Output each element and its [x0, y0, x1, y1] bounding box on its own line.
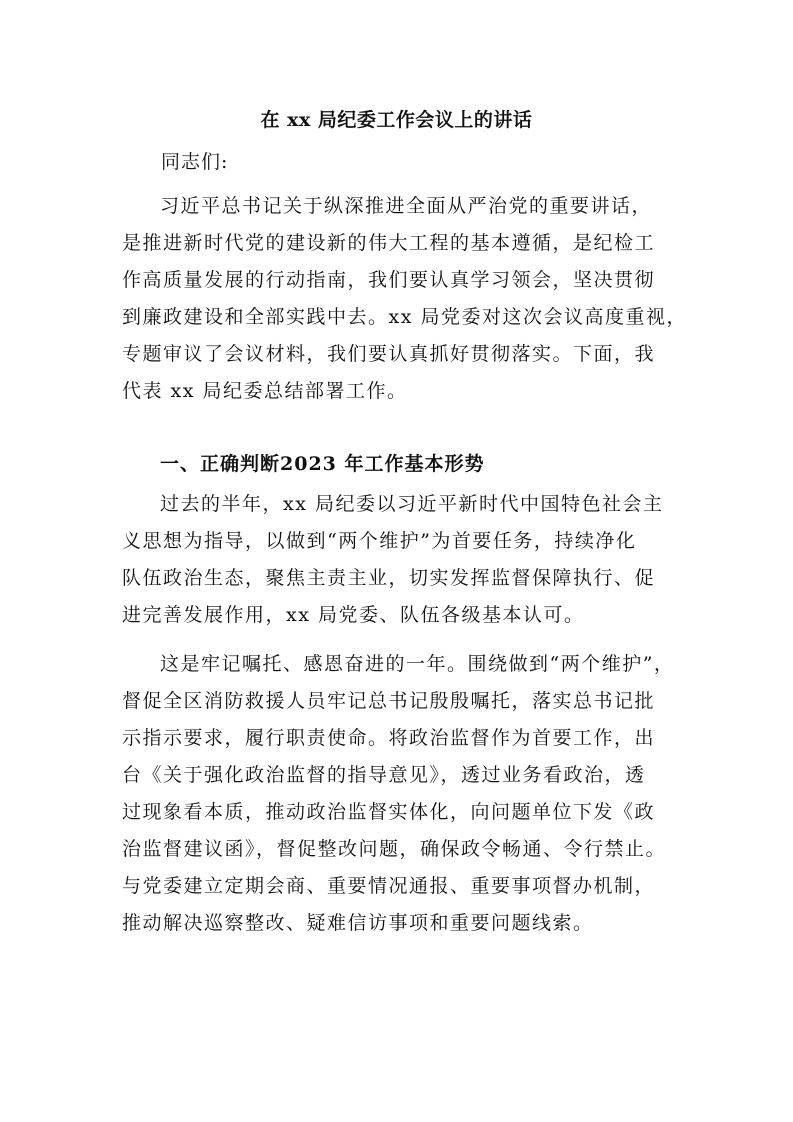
paragraph-line: 治监督建议函》，督促整改问题，确保政令畅通、令行禁止。 [122, 838, 667, 860]
paragraph-line: 作高质量发展的行动指南，我们要认真学习领会，坚决贯彻 [122, 269, 656, 291]
paragraph-line: 与党委建立定期会商、重要情况通报、重要事项督办机制， [122, 875, 656, 897]
paragraph-line: 习近平总书记关于纵深推进全面从严治党的重要讲话， [160, 195, 653, 217]
section-heading: 一、正确判断2023 年工作基本形势 [160, 453, 485, 475]
document-title: 在 xx 局纪委工作会议上的讲话 [260, 109, 533, 131]
paragraph-line: 过现象看本质，推动政治监督实体化，向问题单位下发《政 [122, 801, 656, 823]
paragraph-line: 到廉政建设和全部实践中去。xx 局党委对这次会议高度重视， [122, 306, 687, 328]
paragraph-line: 推动解决巡察整改、疑难信访事项和重要问题线索。 [122, 912, 594, 934]
paragraph-line: 这是牢记嘱托、感恩奋进的一年。围绕做到“两个维护”， [160, 653, 675, 675]
paragraph-line: 示指示要求，履行职责使命。将政治监督作为首要工作，出 [122, 727, 656, 749]
paragraph-line: 代表 xx 局纪委总结部署工作。 [122, 380, 408, 402]
salutation: 同志们: [161, 151, 229, 173]
paragraph-line: 队伍政治生态，聚焦主责主业，切实发挥监督保障执行、促 [122, 567, 656, 589]
paragraph-line: 专题审议了会议材料，我们要认真抓好贯彻落实。下面，我 [122, 343, 656, 365]
paragraph-line: 过去的半年，xx 局纪委以习近平新时代中国特色社会主 [160, 493, 664, 515]
paragraph-line: 是推进新时代党的建设新的伟大工程的基本遵循，是纪检工 [122, 232, 656, 254]
paragraph-line: 督促全区消防救援人员牢记总书记殷殷嘱托，落实总书记批 [122, 690, 656, 712]
paragraph-line: 台《关于强化政治监督的指导意见》，透过业务看政治，透 [122, 764, 646, 786]
paragraph-line: 义思想为指导，以做到“两个维护”为首要任务，持续净化 [122, 530, 637, 552]
paragraph-line: 进完善发展作用，xx 局党委、队伍各级基本认可。 [122, 604, 585, 626]
